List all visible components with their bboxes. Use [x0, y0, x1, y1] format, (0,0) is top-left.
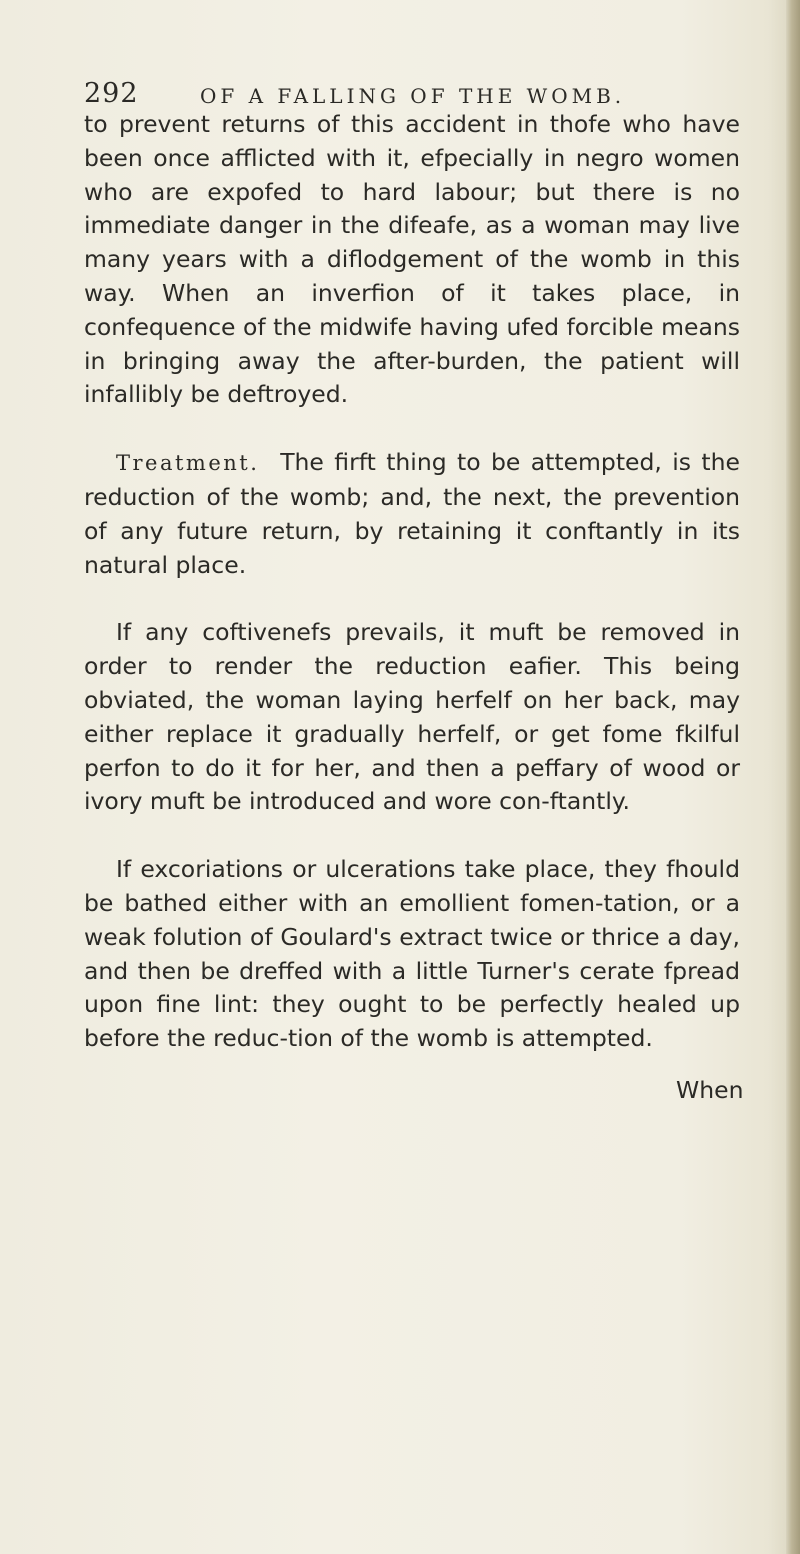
catchword: When — [676, 1076, 744, 1104]
paragraph-continuation: to prevent returns of this accident in thofe who have been once afflicted with it, efpecially in negro women who are expofed to hard labour; but there is no immediate danger in the difeafe, as a woman may live many years with a diflodgement of the womb in this way. When an inverfion of it takes place, in confequence of the midwife having ufed forcible means in bringing away the after-burden, the patient will infallibly be deftroyed. — [84, 110, 740, 409]
body-text — [84, 108, 740, 1056]
book-spine-edge — [786, 0, 800, 1554]
paragraph-gap — [84, 582, 740, 616]
paragraph-excoriations: If excoriations or ulcerations take place, they fhould be bathed either with an emollient fomen-tation, or a weak folution of Goulard's extract twice or thrice a day, and then be dreffed with a little Turner's cerate fpread upon fine lint: they ought to be perfectly healed up before the reduc-tion of the womb is attempted. — [84, 855, 740, 1053]
treatment-text: The firft thing to be attempted, is the reduction of the womb; and, the next, the prevention of any future return, by retaining it conftantly in its natural place. — [84, 448, 740, 579]
page-number: 292 — [84, 78, 139, 109]
running-title: OF A FALLING OF THE WOMB. — [200, 84, 626, 108]
paragraph-gap — [84, 412, 740, 446]
section-label-treatment: Treatment. — [116, 451, 260, 476]
paragraph-costiveness: If any coftivenefs prevails, it muft be removed in order to render the reduction eafier. This being obviated, the woman laying herfelf on her back, may either replace it gradually herfelf, or get fome fkilful perfon to do it for her, and then a peffary of wood or ivory muft be introduced and wore con-ftantly. — [84, 618, 740, 816]
paragraph-gap — [84, 819, 740, 853]
paragraph-treatment — [84, 446, 740, 582]
